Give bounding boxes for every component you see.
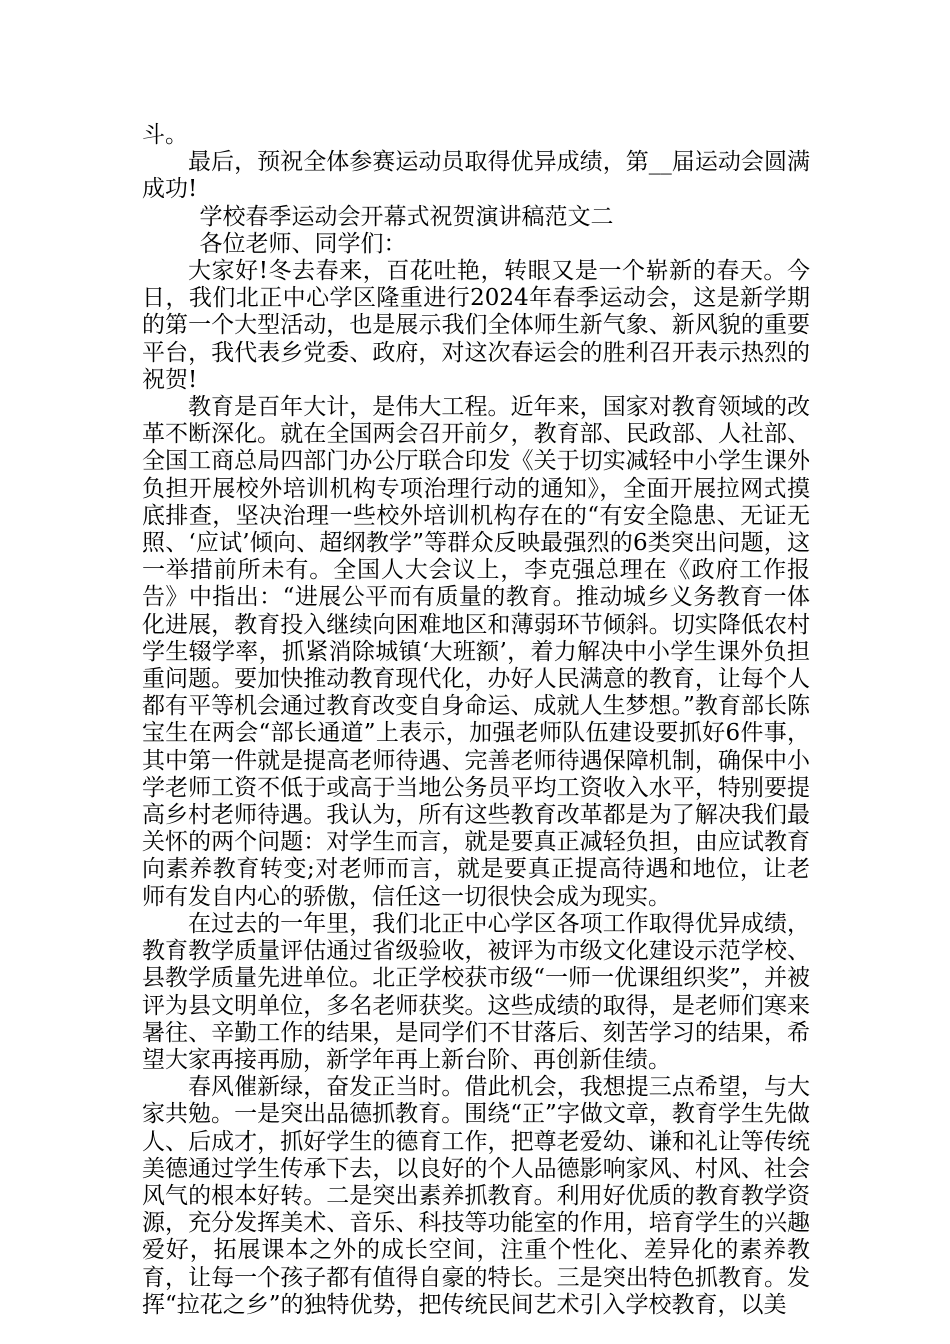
paragraph-education-reform: 教育是百年大计，是伟大工程。近年来，国家对教育领域的改革不断深化。就在全国两会召开前夕，教育部、民政部、人社部、全国工商总局四部门办公厅联合印发《关于切实减轻中小学生课外负担开展校外培训机构专项治理行动的通知》，全面开展拉网式摸底排查，坚决治理一些校外培训机构存在的“有安全隐患、无证无照、‘应试’倾向、超纲教学”等群众反映最强烈的6类突出问题，这一举措前所未有。全国人大会议上，李克强总理在《政府工作报告》中指出：“进展公平而有质量的教育。推动城乡义务教育一体化进展，教育投入继续向困难地区和薄弱环节倾斜。切实降低农村学生辍学率，抓紧消除城镇‘大班额’，着力解决中小学生课外负担重问题。要加快推动教育现代化，办好人民满意的教育，让每个人都有平等机会通过教育改变自身命运、成就人生梦想。”教育部长陈宝生在两会“部长通道”上表示，加强老师队伍建设要抓好6件事，其中第一件就是提高老师待遇、完善老师待遇保障机制，确保中小学老师工资不低于或高于当地公务员平均工资收入水平，特别要提高乡村老师待遇。我认为，所有这些教育改革都是为了解决我们最关怀的两个问题：对学生而言，就是要真正减轻负担，由应试教育向素养教育转变;对老师而言，就是要真正提高待遇和地位，让老师有发自内心的骄傲，信任这一切很快会成为现实。 bbox=[142, 394, 810, 910]
paragraph-achievements: 在过去的一年里，我们北正中心学区各项工作取得优异成绩，教育教学质量评估通过省级验收，被评为市级文化建设示范学校、县教学质量先进单位。北正学校获市级“一师一优课组织奖”，并被评为县文明单位，多名老师获奖。这些成绩的取得，是老师们寒来暑往、辛勤工作的结果，是同学们不甘落后、刻苦学习的结果，希望大家再接再励，新学年再上新台阶、再创新佳绩。 bbox=[142, 910, 810, 1073]
paragraph-continuation: 斗。 bbox=[142, 122, 188, 148]
salutation: 各位老师、同学们： bbox=[199, 230, 407, 257]
paragraph-greeting: 大家好!冬去春来，百花吐艳，转眼又是一个崭新的春天。今日，我们北正中心学区隆重进行2024年春季运动会，这是新学期的第一个大型活动，也是展示我们全体师生新气象、新风貌的重要平台，我代表乡党委、政府，对这次春运会的胜利召开表示热烈的祝贺! bbox=[142, 258, 810, 393]
paragraph-three-hopes: 春风催新绿，奋发正当时。借此机会，我想提三点希望，与大家共勉。一是突出品德抓教育。围绕“正”字做文章，教育学生先做人、后成才，抓好学生的德育工作，把尊老爱幼、谦和礼让等传统美德通过学生传承下去，以良好的个人品德影响家风、村风、社会风气的根本好转。二是突出素养抓教育。利用好优质的教育教学资源，充分发挥美术、音乐、科技等功能室的作用，培育学生的兴趣爱好，拓展课本之外的成长空间，注重个性化、差异化的素养教育，让每一个孩子都有值得自豪的特长。三是突出特色抓教育。发挥“拉花之乡”的独特优势，把传统民间艺术引入学校教育，以美 bbox=[142, 1074, 810, 1318]
section-title: 学校春季运动会开幕式祝贺演讲稿范文二 bbox=[199, 203, 614, 230]
document-page bbox=[142, 122, 810, 1319]
paragraph-closing-wishes: 最后，预祝全体参赛运动员取得优异成绩，第__届运动会圆满成功! bbox=[142, 149, 810, 203]
